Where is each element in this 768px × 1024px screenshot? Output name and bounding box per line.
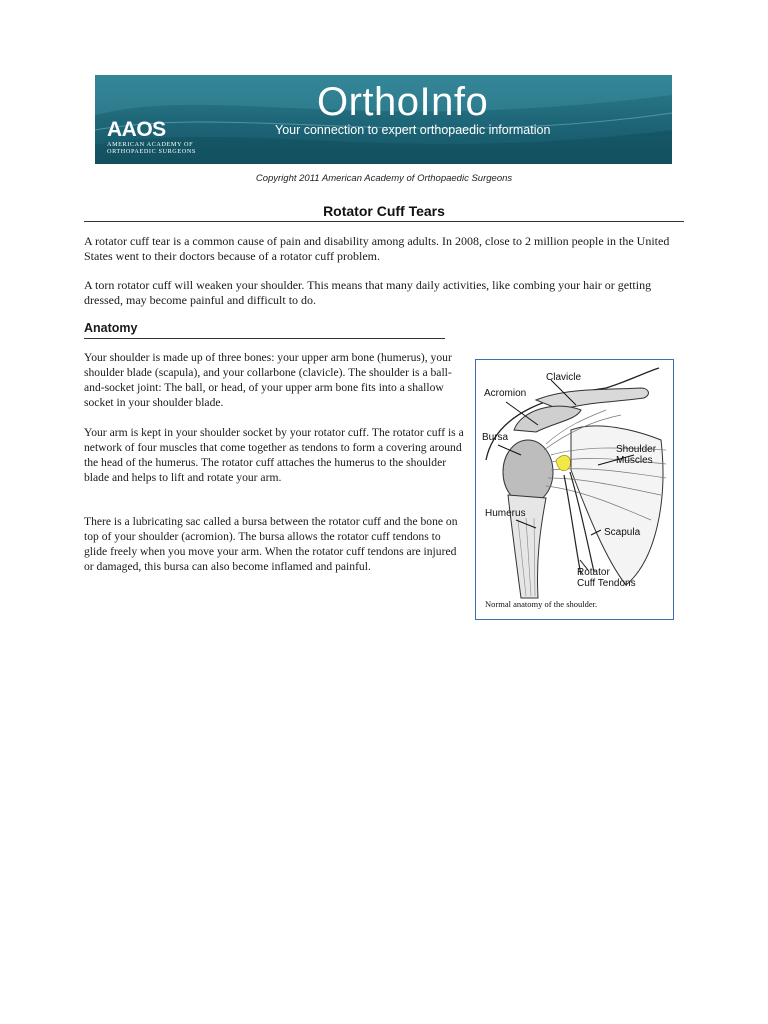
label-bursa: Bursa bbox=[482, 432, 509, 443]
title-divider bbox=[84, 221, 684, 222]
label-shoulder: Shoulder bbox=[616, 444, 657, 455]
brand-tagline: Your connection to expert orthopaedic information bbox=[275, 123, 551, 137]
copyright-notice: Copyright 2011 American Academy of Orthopaedic Surgeons bbox=[255, 173, 513, 184]
orthoinfo-banner bbox=[95, 75, 672, 164]
label-cuff-tendons: Cuff Tendons bbox=[577, 578, 636, 589]
brand-title: OrthoInfo bbox=[317, 80, 489, 124]
logo-mark: AAOS bbox=[107, 118, 166, 141]
section-divider bbox=[84, 338, 445, 339]
label-clavicle: Clavicle bbox=[546, 372, 582, 383]
figure-caption: Normal anatomy of the shoulder. bbox=[485, 599, 598, 609]
aaos-logo bbox=[107, 119, 217, 159]
logo-line-2: ORTHOPAEDIC SURGEONS bbox=[107, 148, 196, 155]
label-humerus: Humerus bbox=[485, 508, 526, 519]
label-scapula: Scapula bbox=[604, 527, 641, 538]
intro-paragraph-1: A rotator cuff tear is a common cause of pain and disability among adults. In 2008, close to 2 million people in the United States went to their doctors because of a rotator cuff problem. bbox=[84, 234, 670, 263]
logo-line-1: AMERICAN ACADEMY OF bbox=[107, 141, 194, 148]
document-title: Rotator Cuff Tears bbox=[323, 203, 445, 219]
label-acromion: Acromion bbox=[484, 388, 527, 399]
anatomy-paragraph-3: There is a lubricating sac called a bursa between the rotator cuff and the bone on top of your shoulder (acromion). The bursa allows the rotator cuff tendons to glide freely when you move your arm. When the rotator cuff tendons are injured or damaged, this bursa can also become inflamed and painful. bbox=[84, 515, 458, 573]
anatomy-paragraph-2: Your arm is kept in your shoulder socket by your rotator cuff. The rotator cuff is a network of four muscles that come together as tendons to form a covering around the head of the humerus. The rotator cuff attaches the humerus to the shoulder blade and helps to lift and rotate your arm. bbox=[84, 426, 464, 484]
section-heading-anatomy: Anatomy bbox=[84, 321, 138, 335]
label-muscles: Muscles bbox=[616, 455, 653, 466]
bursa-highlight bbox=[556, 455, 570, 470]
label-rotator: Rotator bbox=[577, 567, 610, 578]
intro-paragraph-2: A torn rotator cuff will weaken your shoulder. This means that many daily activities, like combing your hair or getting dressed, may become painful and difficult to do. bbox=[84, 278, 652, 307]
anatomy-paragraph-1: Your shoulder is made up of three bones: your upper arm bone (humerus), your shoulder blade (scapula), and your collarbone (clavicle). The shoulder is a ball-and-socket joint: The ball, or head, of your upper arm bone fits into a shallow socket in your shoulder blade. bbox=[84, 351, 452, 409]
shoulder-anatomy-figure bbox=[475, 359, 674, 620]
